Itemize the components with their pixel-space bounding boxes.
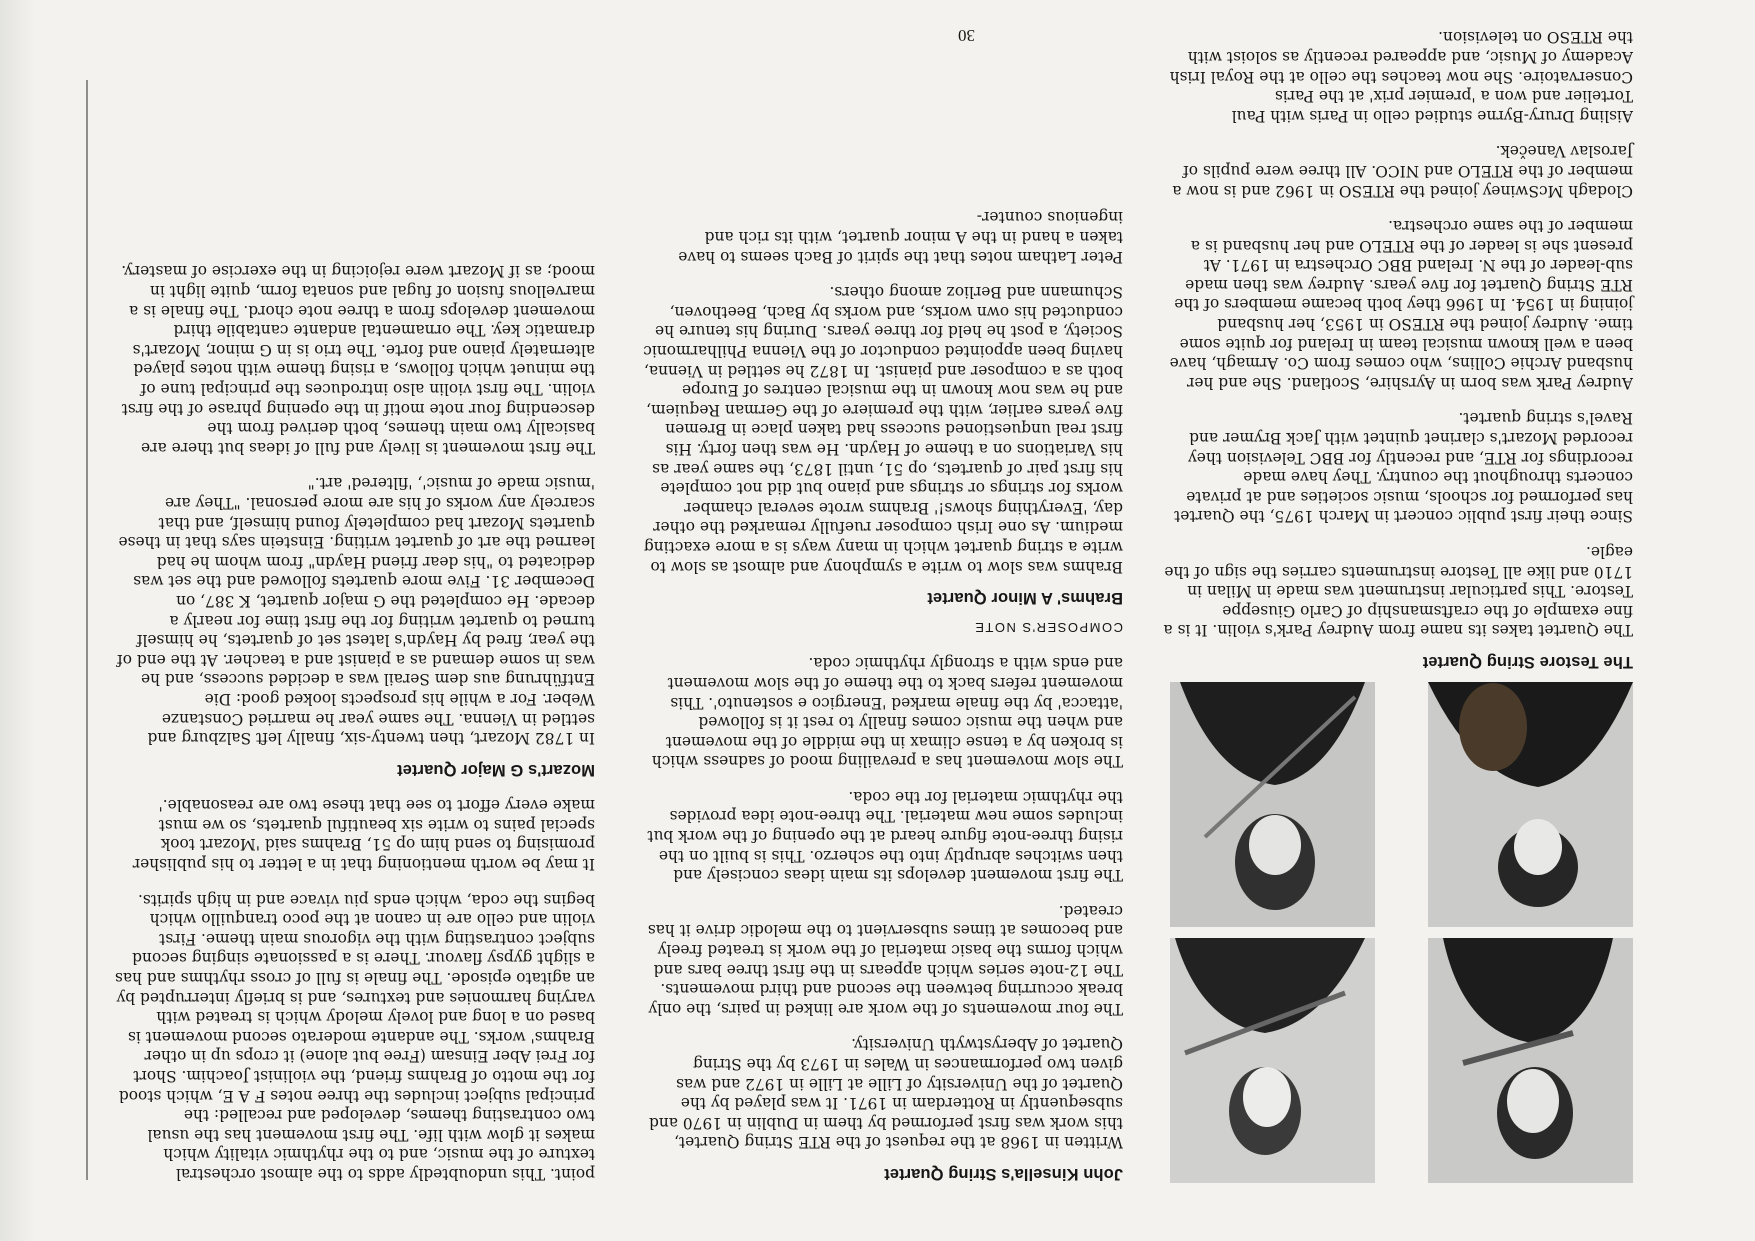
photo-player-2 [1170,938,1375,1183]
paragraph: The slow movement has a prevailing mood of sadness which is broken by a tense climax in the middle of the movement and when the music comes finally to rest it is followed 'attacca' by the finale marked 'Energico e sostenuto'. This movement refers back to the theme of the slow movement and ends with a strongly rhythmic coda. [651,654,1123,771]
column-kinsella-brahms [643,191,1123,1183]
photo-player-1 [1428,938,1633,1183]
paragraph: point. This undoubtedly adds to the almost orchestral texture of the music, and to the rhythmic vitality which makes it glow with life. The first movement has the usual two contrasting themes, developed and recalled: the principal subject includes the three notes F A E, which stood for the motto of Brahms friend, the violinist Joachim. Short for Frei Aber Einsam (Free but alone) it crops up in other Brahms' works. The andante moderato second movement is based on a long and lovely melody which is treated with varying harmonies and textures, and is briefly interrupted by an agitato episode. The finale is full of cross rhythms and has a slight gypsy flavour. There is a passionate singing second subject contrasting with the vigorous main theme. First violin and cello are in canon at the poco tranquillo which begins the coda, which ends piu vivace and in high spirits. [115,890,595,1183]
paragraph: The four movements of the work are linked in pairs, the only break occurring between the second and third movements. The 12-note series which appears in the first three bars and which forms the basic material of the work is treated freely and becomes at times subservient to the melodic drive it has created. [647,901,1123,1018]
paragraph: Peter Latham notes that the spirit of Bach seems to have taken a hand in the A minor quartet, with its rich and ingenious counter- [678,208,1123,266]
paragraph: It may be worth mentioning that in a letter to his publisher promising to send him op 51, Brahms said 'Mozart took special pains to write six beautiful quartets, so we must make every effort to see that these two are reasonable.' [132,796,595,874]
heading-brahms: Brahms' A Minor Quartet [927,589,1123,608]
paragraph: The first movement is lively and full of ideas but there are basically two main themes, both derived from the descending four note motif in the opening phrase of the first violin. The first violin also introduces the principal tune of the minuet which follows, a rising theme with notes played alternately piano and forte. The trio is in G minor, Mozart's dramatic key. The ornamental andante cantabile third movement develops from a three note chord. The finale is a marvellous fusion of fugal and sonata form, quite light in mood; as if Mozart were rejoicing in the exercise of mastery. [121,262,595,457]
photo-strip-2 [1163,671,1633,927]
heading-kinsella: John Kinsella's String Quartet [884,1165,1123,1183]
paragraph: The first movement develops its main ideas concisely and then switches abruptly into the scherzo. This is built on the rising three-note figure heard at the opening of the work but includes some new material. The three-note idea provides the rhythmic material for the coda. [647,787,1123,885]
heading-mozart: Mozart's G Major Quartet [397,760,595,779]
heading-testore: The Testore String Quartet [1422,653,1633,671]
photo-strip [1163,927,1633,1183]
page-number: 30 [958,26,975,45]
photo-player-4 [1170,682,1375,927]
paragraph: Brahms was slow to write a symphony and almost as slow to write a string quartet which in many ways is a more exacting medium. As one Irish composer ruefully remarked the other day, 'Everything shows!' Brahms wrote several chamber works for strings or strings and piano but did not complete his first pair of quartets, op 51, until 1873, the same year as his Variations on a theme of Haydn. He was then forty. His first real unquestioned success had taken place in Bremen five years earlier, with the premiere of the German Requiem, and he was now known in the musical centres of Europe both as a composer and pianist. In 1872 he settled in Vienna, having been appointed conductor of the Vienna Philharmonic Society, a post he held for three years. During his tenure he conducted his own works, and works by Bach, Beethoven, Schumann and Berlioz among others. [643,283,1123,576]
composers-note: COMPOSER'S NOTE [973,619,1123,635]
column-testore [1163,11,1633,1183]
paragraph: Written in 1968 at the request of the RTE String Quartet, this work was first performed by them in Dublin in 1970 and subsequently in Rotterdam in 1971. It was played by the Quartet of the University of Lille at Lille in 1972 and was given two performances in Wales in 1973 by the String Quartet of Aberystwyth University. [649,1035,1123,1152]
paragraph: Audrey Park was born in Ayrshire, Scotland. She and her husband Archie Collins, who comes from Co. Armagh, have been a well known musical team in Ireland for quite some time. Audrey joined the RTESO in 1953, her husband joining in 1954. In 1966 they both became members of the RTE String Quartet for five years. Audrey was then made sub-leader of the N. Ireland BBC Orchestra in 1971. At present she is leader of the RTELO and her husband is a member of the same orchestra. [1169,217,1633,392]
paragraph: In 1782 Mozart, then twenty-six, finally left Salzburg and settled in Vienna. The same year he married Constanze Weber. For a while his prospects looked good: Die Entführung aus dem Serail was a decided success, and he was in some demand as a pianist and a teacher. At the end of the year, fired by Haydn's latest set of quartets, he himself turned to quartet writing for the first time for nearly a decade. He completed the G major quartet, K 387, on December 31. Five more quartets followed and the set was dedicated to "his dear friend Haydn" from whom he had learned the art of quartet writing. Einstein says that in these quartets Mozart had completely found himself, and that scarcely any works of his are more personal. "They are 'music made of music', 'filtered' art." [116,474,595,748]
paragraph: Aisling Drury-Byrne studied cello in Paris with Paul Tortelier and won a 'premier prix' at the Paris Conservatoire. She now teaches the cello at the Royal Irish Academy of Music, and appeared recently as soloist with the RTESO on television. [1169,28,1633,125]
column-brahms-mozart [115,245,595,1183]
paragraph: Clodagh McSwiney joined the RTESO in 1962 and is now a member of the RTELO and NICO. All three were pupils of Jaroslav Vaneček. [1172,142,1633,200]
paragraph: The Quartet takes its name from Audrey Park's violin. It is a fine example of the craftsmanship of Carlo Giuseppe Testore. This particular instrument was made in Milan in 1710 and like all Testore instruments carries the sign of the eagle. [1163,543,1633,640]
paragraph: Since their first public concert in March 1975, the Quartet has performed for schools, music societies and at private concerts throughout the country. They have made recordings for RTE, and recently for BBC Television they recorded Mozart's clarinet quintet with Jack Brymer and Ravel's string quartet. [1174,409,1633,526]
photo-player-3 [1428,682,1633,927]
